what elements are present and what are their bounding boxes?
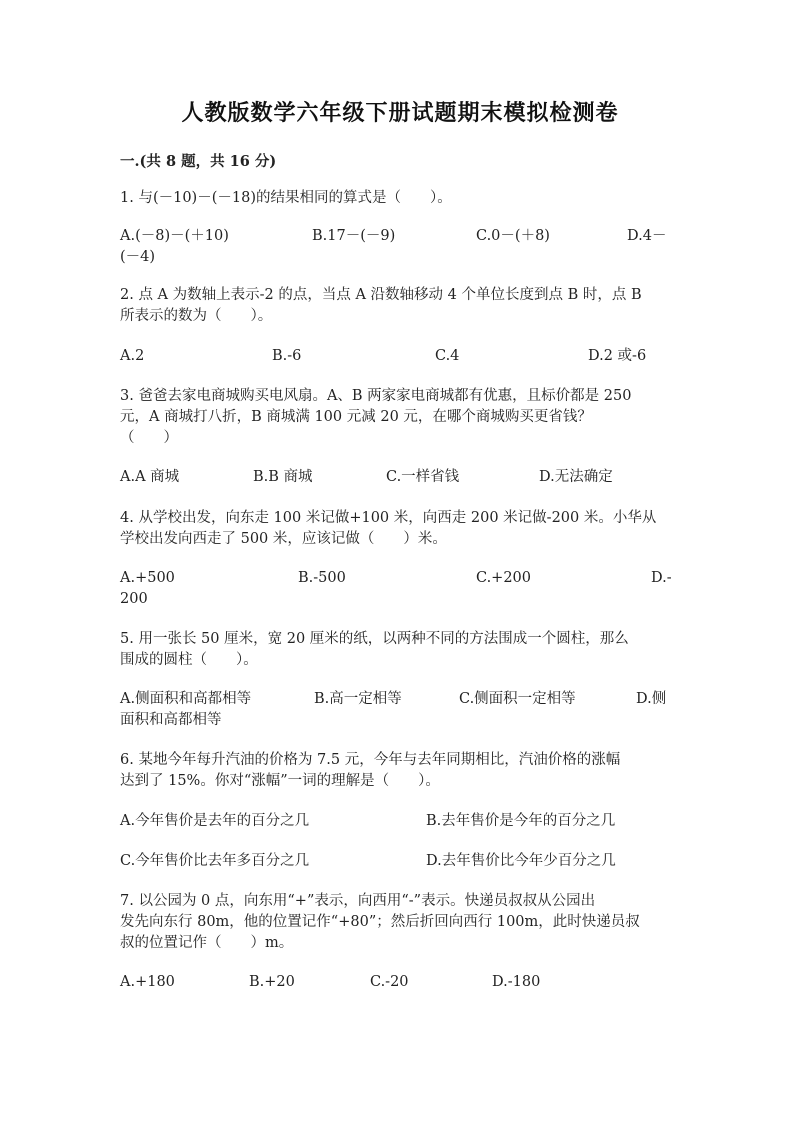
option-d[interactable]: D.- — [651, 570, 672, 586]
question-7-stem-line: 叔的位置记作（ ）m。 — [120, 935, 294, 951]
option-b[interactable]: B.+20 — [249, 974, 295, 990]
option-a[interactable]: A.侧面积和高都相等 — [120, 691, 252, 707]
question-5-stem-line: 围成的圆柱（ ）。 — [120, 652, 258, 668]
option-b[interactable]: B.B 商城 — [253, 469, 313, 485]
option-d-continuation: 面积和高都相等 — [120, 712, 222, 728]
question-3-options — [120, 467, 680, 488]
option-b[interactable]: B.去年售价是今年的百分之几 — [426, 813, 616, 829]
option-d-continuation: 200 — [120, 591, 148, 607]
option-b[interactable]: B.-500 — [298, 570, 346, 586]
question-5-stem — [120, 629, 680, 671]
question-4-stem-line: 学校出发向西走了 500 米，应该记做（ ）米。 — [120, 531, 447, 547]
question-2-stem-line: 2. 点 A 为数轴上表示-2 的点，当点 A 沿数轴移动 4 个单位长度到点 B 时，点 B — [120, 287, 642, 303]
option-a[interactable]: A.今年售价是去年的百分之几 — [120, 813, 310, 829]
question-6-options-row-1 — [120, 811, 680, 832]
question-3-stem-line: 元，A 商城打八折，B 商城满 100 元减 20 元，在哪个商城购买更省钱？ — [120, 409, 592, 425]
option-d[interactable]: D.-180 — [492, 974, 541, 990]
question-2-stem — [120, 285, 680, 327]
option-c[interactable]: C.侧面积一定相等 — [459, 691, 576, 707]
option-a[interactable]: A.(－8)－(＋10) — [120, 228, 229, 244]
option-b[interactable]: B.高一定相等 — [314, 691, 402, 707]
question-7-stem-line: 7. 以公园为 0 点，向东用“+”表示，向西用“-”表示。快递员叔叔从公园出 — [120, 893, 596, 909]
option-c[interactable]: C.一样省钱 — [386, 469, 460, 485]
option-a[interactable]: A.+500 — [120, 570, 175, 586]
option-b[interactable]: B.17－(－9) — [312, 228, 396, 244]
option-a[interactable]: A.+180 — [120, 974, 175, 990]
question-3-stem — [120, 386, 680, 449]
question-7-stem — [120, 891, 680, 954]
question-1-stem-line: 1. 与(－10)－(－18)的结果相同的算式是（ ）。 — [120, 190, 452, 206]
question-3-stem-line: 3. 爸爸去家电商城购买电风扇。A、B 两家家电商城都有优惠，且标价都是 250 — [120, 388, 632, 404]
question-3-stem-line: （ ） — [120, 430, 178, 446]
option-d[interactable]: D.侧 — [636, 691, 667, 707]
option-c[interactable]: C.+200 — [476, 570, 532, 586]
question-6-stem-line: 6. 某地今年每升汽油的价格为 7.5 元，今年与去年同期相比，汽油价格的涨幅 — [120, 752, 621, 768]
option-c[interactable]: C.0－(＋8) — [476, 228, 550, 244]
question-1-options — [120, 226, 680, 247]
option-d[interactable]: D.4－ — [627, 228, 667, 244]
question-4-stem-line: 4. 从学校出发，向东走 100 米记做+100 米，向西走 200 米记做-200 米。小华从 — [120, 510, 657, 526]
question-7-options — [120, 972, 680, 993]
option-a[interactable]: A.2 — [120, 348, 145, 364]
question-6-stem — [120, 750, 680, 792]
option-b[interactable]: B.-6 — [272, 348, 302, 364]
option-a[interactable]: A.A 商城 — [120, 469, 180, 485]
question-6-options-row-2 — [120, 851, 680, 872]
question-7-stem-line: 发先向东行 80m，他的位置记作“+80”；然后折回向西行 100m，此时快递员叔 — [120, 914, 640, 930]
question-4-options — [120, 568, 680, 589]
option-c[interactable]: C.-20 — [370, 974, 409, 990]
question-2-stem-line: 所表示的数为（ ）。 — [120, 308, 273, 324]
question-5-stem-line: 5. 用一张长 50 厘米，宽 20 厘米的纸，以两种不同的方法围成一个圆柱，那么 — [120, 631, 629, 647]
question-4-stem — [120, 508, 680, 550]
option-d[interactable]: D.去年售价比今年少百分之几 — [426, 853, 616, 869]
option-c[interactable]: C.今年售价比去年多百分之几 — [120, 853, 310, 869]
section-heading: 一.(共 8 题，共 16 分) — [120, 153, 277, 170]
question-5-options — [120, 689, 680, 710]
page-title: 人教版数学六年级下册试题期末模拟检测卷 — [181, 100, 619, 126]
option-d[interactable]: D.无法确定 — [539, 469, 613, 485]
option-c[interactable]: C.4 — [435, 348, 460, 364]
option-d-continuation: (－4) — [120, 249, 156, 265]
question-2-options — [120, 346, 680, 367]
question-1-stem — [120, 188, 680, 209]
option-d[interactable]: D.2 或-6 — [588, 348, 647, 364]
question-6-stem-line: 达到了 15%。你对“涨幅”一词的理解是（ ）。 — [120, 773, 440, 789]
